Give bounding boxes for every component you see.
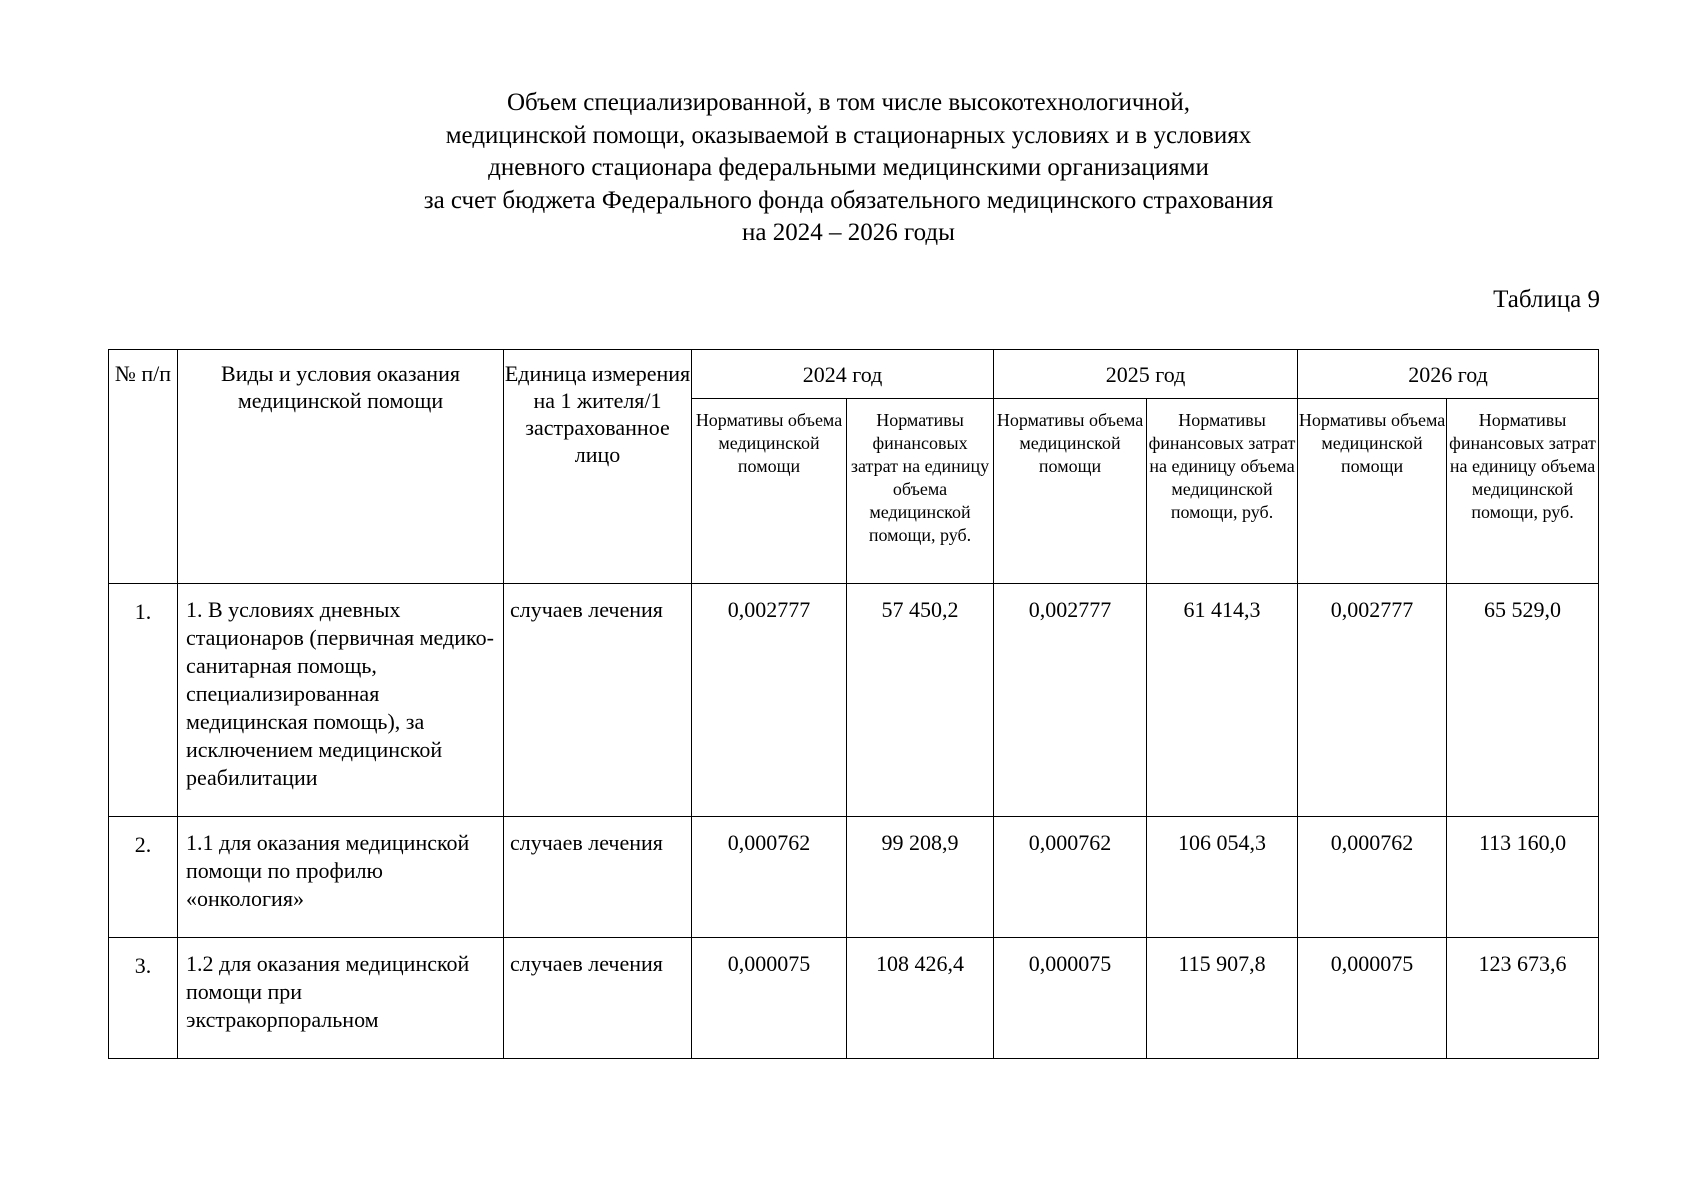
row-type: 1.2 для оказания медицинской помощи при экстракорпоральном bbox=[178, 938, 504, 1059]
row-number: 2. bbox=[109, 817, 178, 938]
value-volume-2026: 0,002777 bbox=[1298, 584, 1447, 817]
value-volume-2025: 0,000762 bbox=[994, 817, 1147, 938]
row-unit: случаев лечения bbox=[504, 584, 692, 817]
value-volume-2024: 0,000075 bbox=[692, 938, 847, 1059]
value-cost-2024: 99 208,9 bbox=[847, 817, 994, 938]
title-line-4: за счет бюджета Федерального фонда обязательного медицинского страхования bbox=[423, 186, 1274, 214]
value-volume-2024: 0,002777 bbox=[692, 584, 847, 817]
header-year-2024: 2024 год bbox=[692, 350, 994, 399]
value-cost-2024: 108 426,4 bbox=[847, 938, 994, 1059]
value-volume-2026: 0,000762 bbox=[1298, 817, 1447, 938]
row-unit: случаев лечения bbox=[504, 817, 692, 938]
header-sub-volume-2026: Нормативы объема медицинской помощи bbox=[1298, 399, 1447, 584]
header-sub-cost-2026: Нормативы финансовых затрат на единицу объема медицинской помощи, руб. bbox=[1447, 399, 1599, 584]
table-row bbox=[109, 817, 1599, 938]
value-volume-2024: 0,000762 bbox=[692, 817, 847, 938]
title-line-1: Объем специализированной, в том числе высокотехнологичной, bbox=[507, 89, 1190, 116]
table-row bbox=[109, 584, 1599, 817]
header-sub-cost-2025: Нормативы финансовых затрат на единицу объема медицинской помощи, руб. bbox=[1147, 399, 1298, 584]
value-cost-2026: 123 673,6 bbox=[1447, 938, 1599, 1059]
header-unit: Единица измерения на 1 жителя/1 застрахованное лицо bbox=[504, 350, 692, 584]
data-table bbox=[108, 349, 1599, 1059]
title-line-2: медицинской помощи, оказываемой в стационарных условиях и в условиях bbox=[445, 121, 1252, 149]
table-row bbox=[109, 938, 1599, 1059]
title-line-3: дневного стационара федеральными медицинскими организациями bbox=[488, 154, 1209, 181]
title-line-5: на 2024 – 2026 годы bbox=[742, 219, 955, 246]
row-type: 1. В условиях дневных стационаров (первичная медико-санитарная помощь, специализированная медицинская помощь), за исключением медицинской реабилитации bbox=[178, 584, 504, 817]
row-type: 1.1 для оказания медицинской помощи по профилю «онкология» bbox=[178, 817, 504, 938]
row-unit: случаев лечения bbox=[504, 938, 692, 1059]
header-num: № п/п bbox=[109, 350, 178, 584]
value-cost-2025: 106 054,3 bbox=[1147, 817, 1298, 938]
header-year-2026: 2026 год bbox=[1298, 350, 1599, 399]
value-cost-2026: 65 529,0 bbox=[1447, 584, 1599, 817]
header-sub-cost-2024: Нормативы финансовых затрат на единицу объема медицинской помощи, руб. bbox=[847, 399, 994, 584]
table-number: Таблица 9 bbox=[1493, 286, 1600, 313]
row-number: 1. bbox=[109, 584, 178, 817]
document-title bbox=[0, 87, 1697, 250]
value-volume-2025: 0,002777 bbox=[994, 584, 1147, 817]
header-year-2025: 2025 год bbox=[994, 350, 1298, 399]
value-cost-2026: 113 160,0 bbox=[1447, 817, 1599, 938]
value-cost-2024: 57 450,2 bbox=[847, 584, 994, 817]
value-cost-2025: 61 414,3 bbox=[1147, 584, 1298, 817]
header-sub-volume-2024: Нормативы объема медицинской помощи bbox=[692, 399, 847, 584]
value-volume-2026: 0,000075 bbox=[1298, 938, 1447, 1059]
header-sub-volume-2025: Нормативы объема медицинской помощи bbox=[994, 399, 1147, 584]
row-number: 3. bbox=[109, 938, 178, 1059]
value-cost-2025: 115 907,8 bbox=[1147, 938, 1298, 1059]
value-volume-2025: 0,000075 bbox=[994, 938, 1147, 1059]
header-type: Виды и условия оказания медицинской помощи bbox=[178, 350, 504, 584]
